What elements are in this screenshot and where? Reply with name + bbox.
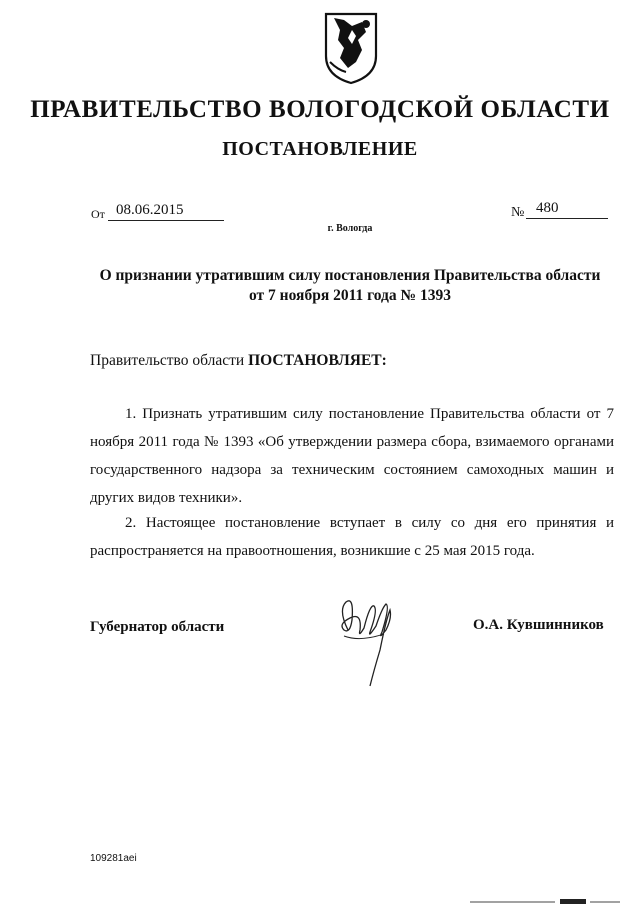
issue-city: г. Вологда <box>327 223 373 234</box>
issuing-authority: ПРАВИТЕЛЬСТВО ВОЛОГОДСКОЙ ОБЛАСТИ <box>30 96 610 123</box>
document-date: 08.06.2015 <box>108 202 224 221</box>
title-line-2: от 7 ноября 2011 года № 1393 <box>249 287 451 304</box>
preamble-keyword: ПОСТАНОВЛЯЕТ: <box>248 352 387 369</box>
document-title <box>90 266 610 306</box>
preamble-text: Правительство области <box>90 352 249 369</box>
preamble <box>90 352 387 370</box>
paragraph-1: 1. Признать утратившим силу постановление Правительства области от 7 ноября 2011 года № 1393 «Об утверждении размера сбора, взимаемого органами государственного надзора за техническим состоянием самоходных машин и других видов техники». <box>90 406 614 506</box>
coat-of-arms-emblem <box>322 10 380 86</box>
document-type: ПОСТАНОВЛЕНИЕ <box>222 138 418 160</box>
scan-edge-marks <box>460 898 630 905</box>
signatory-name: О.А. Кувшинников <box>473 617 604 633</box>
paragraph-2: 2. Настоящее постановление вступает в силу со дня его принятия и распространяется на правоотношения, возникшие с 25 мая 2015 года. <box>90 515 614 559</box>
date-prefix: От <box>91 207 105 221</box>
handwritten-signature <box>330 590 410 690</box>
number-prefix: № <box>511 205 525 220</box>
signatory-title: Губернатор области <box>90 619 225 635</box>
reference-code: 109281aei <box>90 853 137 864</box>
document-number: 480 <box>526 200 608 219</box>
title-line-1: О признании утратившим силу постановления Правительства области <box>99 267 601 284</box>
